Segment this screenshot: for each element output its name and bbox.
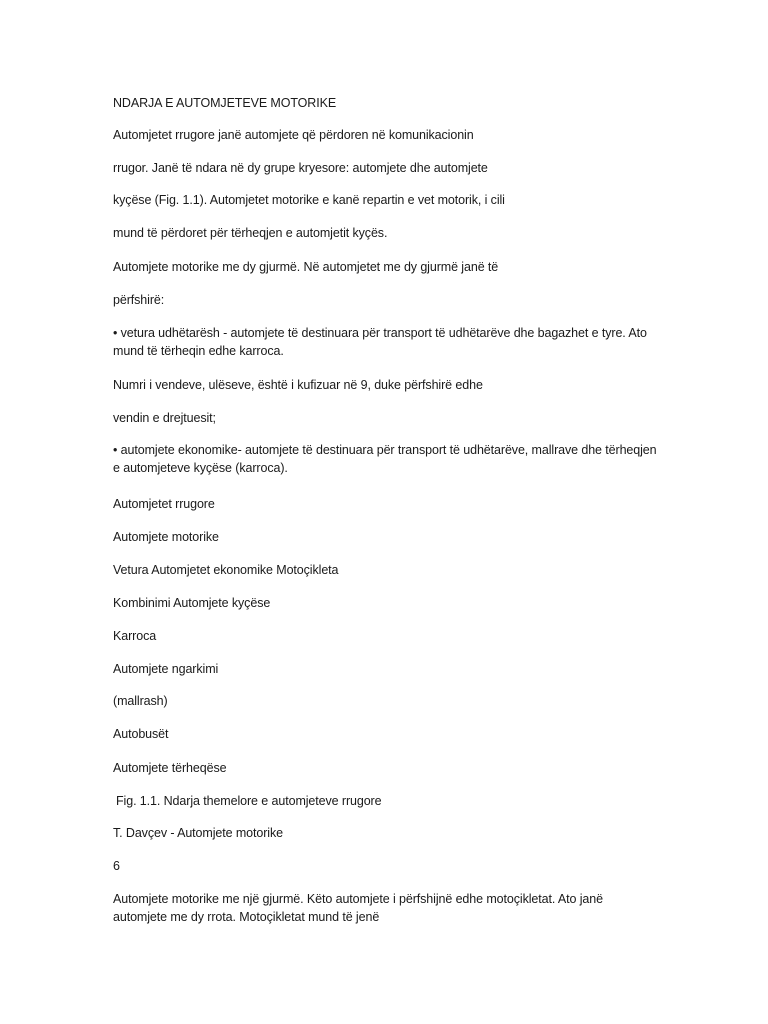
figure-label: Automjete motorike [113,530,219,544]
page-number: 6 [113,859,120,873]
figure-label: Automjete ngarkimi [113,662,219,676]
figure-label: Autobusët [113,727,169,741]
running-footer: T. Davçev - Automjete motorike [113,826,283,840]
text-line: mund të përdoret për tërheqjen e automjetit kyçës. [113,226,388,240]
document-title: NDARJA E AUTOMJETEVE MOTORIKE [113,96,337,110]
text-line: përfshirë: [113,293,165,307]
text-line: kyçëse (Fig. 1.1). Automjetet motorike e kanë repartin e vet motorik, i cili [113,193,505,207]
figure-label: Karroca [113,629,157,643]
figure-label: Kombinimi Automjete kyçëse [113,596,271,610]
bullet-paragraph: • automjete ekonomike- automjete të destinuara për transport të udhëtarëve, mallrave dhe tërheqjen e automjeteve kyçëse (karroca). [113,443,657,475]
figure-label: Vetura Automjetet ekonomike Motoçikleta [113,563,339,577]
figure-label: Automjetet rrugore [113,497,215,511]
bullet-paragraph: • vetura udhëtarësh - automjete të destinuara për transport të udhëtarëve dhe bagazhet e tyre. Ato mund të tërheqin edhe karroca. [113,326,647,358]
text-line: Numri i vendeve, ulëseve, është i kufizuar në 9, duke përfshirë edhe [113,378,483,392]
text-line: vendin e drejtuesit; [113,411,216,425]
figure-label: Automjete tërheqëse [113,761,227,775]
text-line: Automjetet rrugore janë automjete që përdoren në komunikacionin [113,128,474,142]
figure-caption: Fig. 1.1. Ndarja themelore e automjeteve rrugore [116,794,382,808]
text-line: rrugor. Janë të ndara në dy grupe kryesore: automjete dhe automjete [113,161,488,175]
text-line: Automjete motorike me dy gjurmë. Në automjetet me dy gjurmë janë të [113,260,499,274]
text-paragraph: Automjete motorike me një gjurmë. Këto automjete i përfshijnë edhe motoçikletat. Ato janë automjete me dy rrota. Motoçikletat mund të jenë [113,892,603,924]
figure-label: (mallrash) [113,694,168,708]
